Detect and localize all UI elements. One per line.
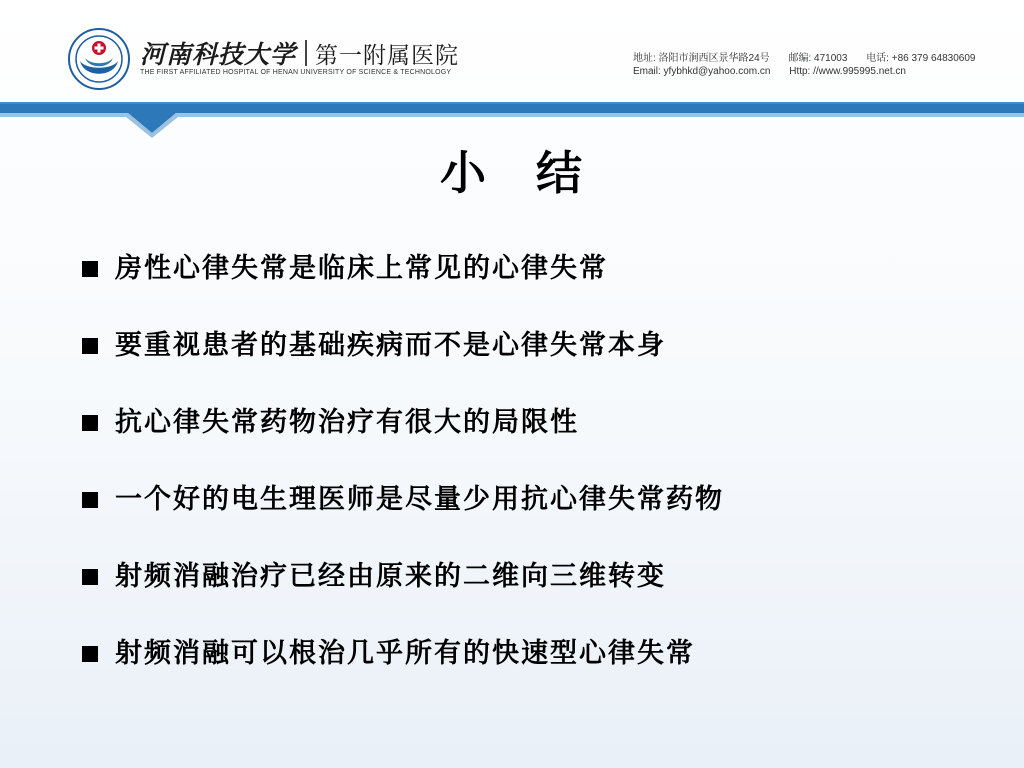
list-item bbox=[82, 327, 724, 365]
contact-row bbox=[633, 49, 991, 64]
hospital-name bbox=[140, 36, 459, 70]
square-bullet-icon bbox=[82, 338, 98, 354]
square-bullet-icon bbox=[82, 646, 98, 662]
bullet-text: 一个好的电生理医师是尽量少用抗心律失常药物 bbox=[115, 484, 724, 515]
name-divider bbox=[305, 40, 307, 66]
website-text: Http: //www.995995.net.cn bbox=[789, 66, 906, 77]
list-item bbox=[82, 635, 724, 673]
email-text: Email: yfybhkd@yahoo.com.cn bbox=[633, 66, 771, 77]
bullet-text: 射频消融可以根治几乎所有的快速型心律失常 bbox=[115, 638, 695, 669]
hospital-department-name: 第一附属医院 bbox=[315, 42, 460, 69]
list-item bbox=[82, 481, 724, 519]
list-item bbox=[82, 250, 724, 288]
square-bullet-icon bbox=[82, 492, 98, 508]
square-bullet-icon bbox=[82, 415, 98, 431]
bullet-text: 房性心律失常是临床上常见的心律失常 bbox=[115, 253, 608, 284]
university-name: 河南科技大学 bbox=[140, 40, 297, 69]
header-band bbox=[0, 100, 1024, 140]
list-item bbox=[82, 558, 724, 596]
hospital-english-name: THE FIRST AFFILIATED HOSPITAL OF HENAN UNIVERSITY OF SCIENCE & TECHNOLOGY bbox=[140, 69, 452, 76]
address-text: 地址: 洛阳市涧西区景华路24号 bbox=[633, 53, 770, 64]
bullet-text: 要重视患者的基础疾病而不是心律失常本身 bbox=[115, 330, 666, 361]
postcode-text: 邮编: 471003 bbox=[788, 53, 848, 64]
slide-title: 小 结 bbox=[440, 146, 584, 200]
square-bullet-icon bbox=[82, 261, 98, 277]
bullet-text: 射频消融治疗已经由原来的二维向三维转变 bbox=[115, 561, 666, 592]
bullet-text: 抗心律失常药物治疗有很大的局限性 bbox=[115, 407, 579, 438]
slide-header bbox=[0, 0, 1024, 140]
square-bullet-icon bbox=[82, 569, 98, 585]
contact-row bbox=[633, 66, 922, 77]
summary-list bbox=[82, 250, 724, 712]
list-item bbox=[82, 404, 724, 442]
phone-text: 电话: +86 379 64830609 bbox=[866, 53, 976, 64]
hospital-emblem-icon bbox=[68, 28, 130, 90]
